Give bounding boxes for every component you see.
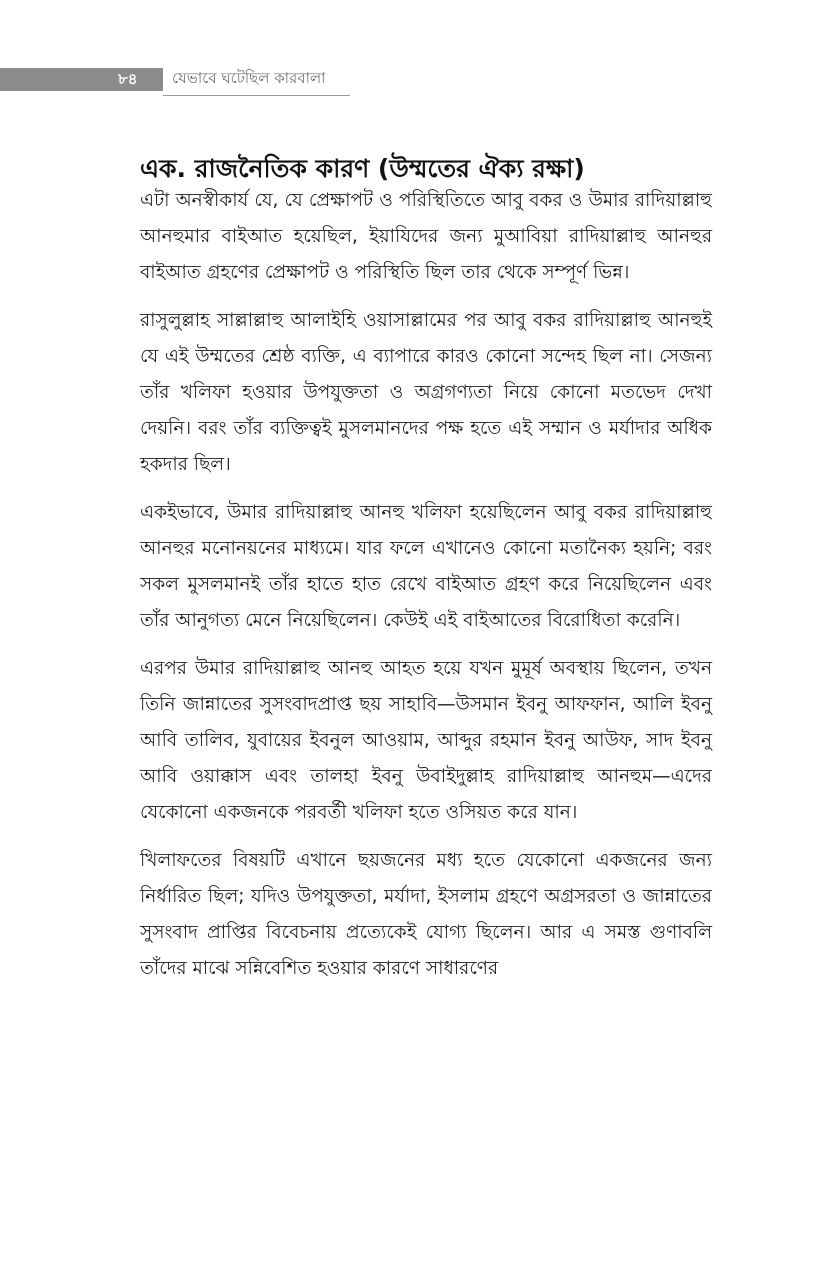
- section-heading: এক. রাজনৈতিক কারণ (উম্মতের ঐক্য রক্ষা): [140, 153, 585, 183]
- paragraph-1: এটা অনস্বীকার্য যে, যে প্রেক্ষাপট ও পরিস্থিতিতে আবু বকর ও উমার রাদিয়াল্লাহু আনহুমার বাইআত হয়েছিল, ইয়াযিদের জন্য মুআবিয়া রাদিয়াল্লাহু আনহুর বাইআত গ্রহণের প্রেক্ষাপট ও পরিস্থিতি ছিল তার থেকে সম্পূর্ণ ভিন্ন।: [140, 190, 712, 283]
- running-title: যেভাবে ঘটেছিল কারবালা: [172, 69, 326, 87]
- paragraph-2: রাসুলুল্লাহ সাল্লাল্লাহু আলাইহি ওয়াসাল্লামের পর আবু বকর রাদিয়াল্লাহু আনহুই যে এই উম্মতের শ্রেষ্ঠ ব্যক্তি, এ ব্যাপারে কারও কোনো সন্দেহ ছিল না। সেজন্য তাঁর খলিফা হওয়ার উপযুক্ততা ও অগ্রগণ্যতা নিয়ে কোনো মতভেদ দেখা দেয়নি। বরং তাঁর ব্যক্তিত্বই মুসলমানদের পক্ষ হতে এই সম্মান ও মর্যাদার অধিক হকদার ছিল।: [140, 310, 712, 475]
- paragraph-3: একইভাবে, উমার রাদিয়াল্লাহু আনহু খলিফা হয়েছিলেন আবু বকর রাদিয়াল্লাহু আনহুর মনোনয়নের মাধ্যমে। যার ফলে এখানেও কোনো মতানৈক্য হয়নি; বরং সকল মুসলমানই তাঁর হাতে হাত রেখে বাইআত গ্রহণ করে নিয়েছিলেন এবং তাঁর আনুগত্য মেনে নিয়েছিলেন। কেউই এই বাইআতের বিরোধিতা করেনি।: [140, 502, 712, 631]
- body-text: [140, 183, 712, 999]
- header-band: [0, 68, 163, 91]
- paragraph-4: এরপর উমার রাদিয়াল্লাহু আনহু আহত হয়ে যখন মুমূর্ষ অবস্থায় ছিলেন, তখন তিনি জান্নাতের সুসংবাদপ্রাপ্ত ছয় সাহাবি—উসমান ইবনু আফফান, আলি ইবনু আবি তালিব, যুবায়ের ইবনুল আওয়াম, আব্দুর রহমান ইবনু আউফ, সাদ ইবনু আবি ওয়াক্কাস এবং তালহা ইবনু উবাইদুল্লাহ রাদিয়াল্লাহু আনহুম—এদের যেকোনো একজনকে পরবর্তী খলিফা হতে ওসিয়ত করে যান।: [140, 658, 712, 823]
- header-divider: [163, 95, 350, 96]
- paragraph-5: খিলাফতের বিষয়টি এখানে ছয়জনের মধ্য হতে যেকোনো একজনের জন্য নির্ধারিত ছিল; যদিও উপযুক্ততা, মর্যাদা, ইসলাম গ্রহণে অগ্রসরতা ও জান্নাতের সুসংবাদ প্রাপ্তির বিবেচনায় প্রত্যেকেই যোগ্য ছিলেন। আর এ সমস্ত গুণাবলি তাঁদের মাঝে সন্নিবেশিত হওয়ার কারণে সাধারণের: [140, 850, 712, 979]
- page-number: ৮৪: [118, 70, 138, 88]
